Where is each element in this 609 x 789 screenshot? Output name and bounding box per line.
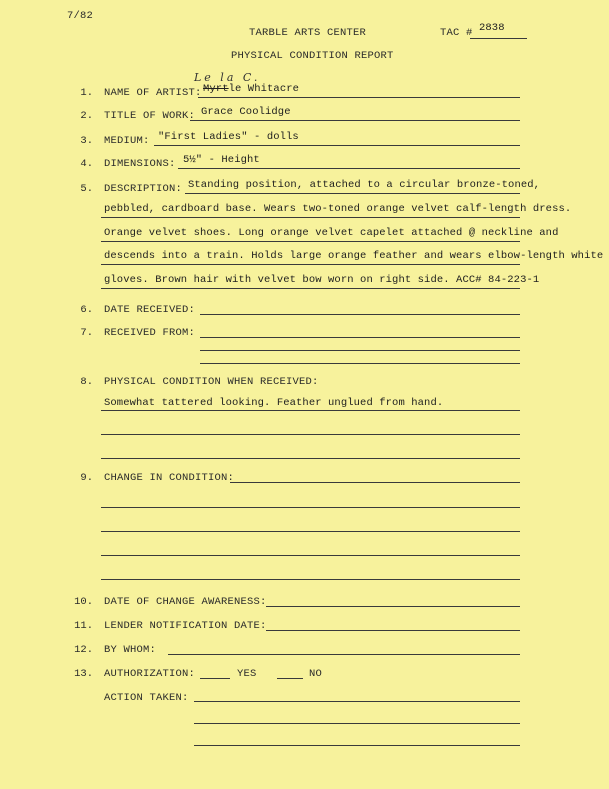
by-whom-line xyxy=(168,654,520,655)
item-number: 7. xyxy=(80,327,93,339)
change-condition-label: CHANGE IN CONDITION: xyxy=(104,472,235,484)
artist-label: NAME OF ARTIST: xyxy=(104,87,202,99)
description-line-3: Orange velvet shoes. Long orange velvet capelet attached @ neckline and xyxy=(104,227,559,239)
title-line xyxy=(190,120,520,121)
condition-line-2 xyxy=(101,434,520,435)
item-number: 4. xyxy=(80,158,93,170)
condition-received-label: PHYSICAL CONDITION WHEN RECEIVED: xyxy=(104,376,319,388)
item-number: 9. xyxy=(80,472,93,484)
change-awareness-line xyxy=(266,606,520,607)
no-label: NO xyxy=(309,668,323,680)
received-from-line-1 xyxy=(200,337,520,338)
description-rule-4 xyxy=(101,264,520,265)
action-taken-label: ACTION TAKEN: xyxy=(104,692,189,704)
item-number: 2. xyxy=(80,110,93,122)
tac-number: 2838 xyxy=(479,22,505,34)
title-value: Grace Coolidge xyxy=(201,106,291,118)
lender-notification-label: LENDER NOTIFICATION DATE: xyxy=(104,620,267,632)
change-line-5 xyxy=(101,579,520,580)
struck-text: Myrt xyxy=(203,83,229,95)
received-from-label: RECEIVED FROM: xyxy=(104,327,196,339)
no-blank xyxy=(277,678,303,679)
change-awareness-label: DATE OF CHANGE AWARENESS: xyxy=(104,596,267,608)
medium-line xyxy=(154,145,520,146)
title-label: TITLE OF WORK: xyxy=(104,110,196,122)
yes-label: YES xyxy=(237,668,257,680)
change-line-2 xyxy=(101,507,520,508)
lender-notification-line xyxy=(266,630,520,631)
artist-name-rest: le Whitacre xyxy=(228,83,300,95)
dimensions-label: DIMENSIONS: xyxy=(104,158,176,170)
yes-blank xyxy=(200,678,230,679)
item-number: 6. xyxy=(80,304,93,316)
action-line-1 xyxy=(194,701,520,702)
handwritten-annotation: Le la C. xyxy=(194,71,261,84)
item-number: 10. xyxy=(74,596,93,608)
condition-line-3 xyxy=(101,458,520,459)
description-rule-2 xyxy=(101,217,520,218)
form-title: PHYSICAL CONDITION REPORT xyxy=(231,50,394,62)
dimensions-value: 5½" - Height xyxy=(183,154,260,166)
change-line-1 xyxy=(230,482,520,483)
condition-line-1 xyxy=(101,410,520,411)
tac-label: TAC # xyxy=(440,27,473,39)
received-from-line-3 xyxy=(200,363,520,364)
org-name: TARBLE ARTS CENTER xyxy=(249,27,367,39)
description-label: DESCRIPTION: xyxy=(104,183,183,195)
artist-value xyxy=(203,83,299,95)
medium-label: MEDIUM: xyxy=(104,135,150,147)
medium-value: "First Ladies" - dolls xyxy=(158,131,299,143)
action-line-2 xyxy=(194,723,520,724)
item-number: 11. xyxy=(74,620,93,632)
item-number: 12. xyxy=(74,644,93,656)
date-received-line xyxy=(200,314,520,315)
tac-number-line xyxy=(470,38,527,39)
item-number: 1. xyxy=(80,87,93,99)
change-line-3 xyxy=(101,531,520,532)
report-date: 7/82 xyxy=(67,10,94,22)
item-number: 3. xyxy=(80,135,93,147)
description-rule-1 xyxy=(185,193,520,194)
description-rule-3 xyxy=(101,241,520,242)
condition-received-value: Somewhat tattered looking. Feather unglued from hand. xyxy=(104,397,444,409)
description-rule-5 xyxy=(101,288,520,289)
received-from-line-2 xyxy=(200,350,520,351)
item-number: 13. xyxy=(74,668,93,680)
date-received-label: DATE RECEIVED: xyxy=(104,304,196,316)
item-number: 5. xyxy=(80,183,93,195)
description-line-1: Standing position, attached to a circular bronze-toned, xyxy=(188,179,541,191)
item-number: 8. xyxy=(80,376,93,388)
authorization-label: AUTHORIZATION: xyxy=(104,668,196,680)
dimensions-line xyxy=(178,168,520,169)
description-line-5: gloves. Brown hair with velvet bow worn on right side. ACC# 84-223-1 xyxy=(104,274,540,286)
artist-line xyxy=(198,97,520,98)
action-line-3 xyxy=(194,745,520,746)
change-line-4 xyxy=(101,555,520,556)
by-whom-label: BY WHOM: xyxy=(104,644,157,656)
description-line-2: pebbled, cardboard base. Wears two-toned orange velvet calf-length dress. xyxy=(104,203,572,215)
description-line-4: descends into a train. Holds large orange feather and wears elbow-length white xyxy=(104,250,604,262)
